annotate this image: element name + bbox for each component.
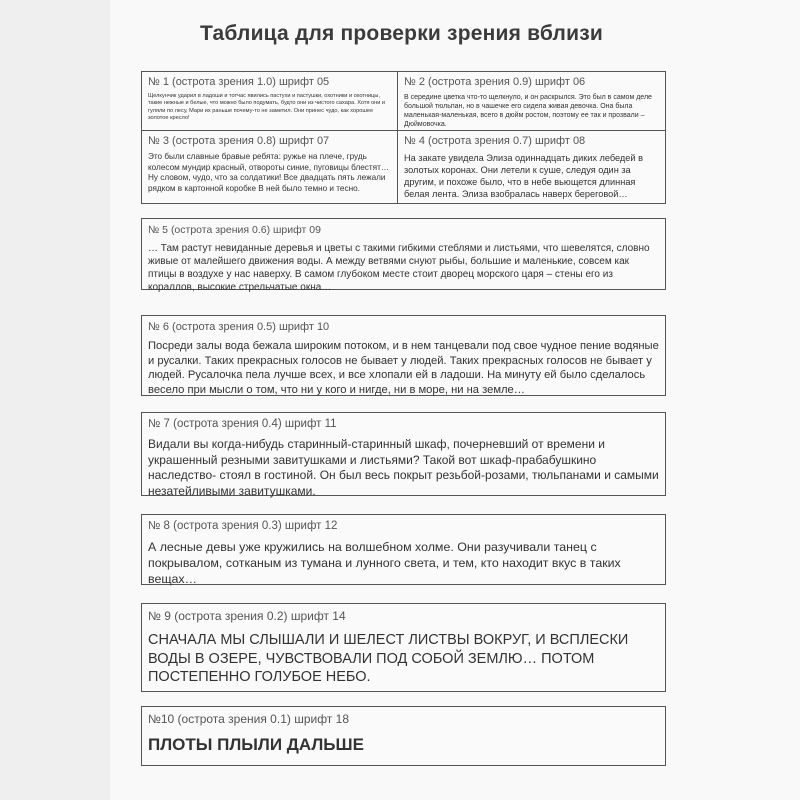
acuity-grid-1-4 bbox=[141, 71, 666, 204]
acuity-cell-header: № 4 (острота зрения 0.7) шрифт 08 bbox=[404, 135, 586, 147]
acuity-cell-text: На закате увидела Элиза одиннадцать диких лебедей в золотых коронах. Они летели к суше, следуя один за другим, и похоже было, что в небе вьющется длинная белая лента. Элиза взобралась наверх береговой… bbox=[404, 153, 643, 199]
acuity-block-text: СНАЧАЛА МЫ СЛЫШАЛИ И ШЕЛЕСТ ЛИСТВЫ ВОКРУГ, И ВСПЛЕСКИ ВОДЫ В ОЗЕРЕ, ЧУВСТВОВАЛИ ПОД СОБОЙ ЗЕМЛЮ… ПОТОМ ПОСТЕПЕННО ГОЛУБОЕ НЕБО. bbox=[148, 632, 629, 685]
acuity-block-8 bbox=[141, 514, 666, 585]
acuity-block-7 bbox=[141, 412, 666, 496]
acuity-block-text: А лесные девы уже кружились на волшебном холме. Они разучивали танец с покрывалом, сотканым из тумана и лунного света, и тем, кто находит вкус в таких вещах… bbox=[148, 540, 621, 586]
acuity-block-text: … Там растут невиданные деревья и цветы с такими гибкими стеблями и листьями, что шевелятся, словно живые от малейшего движения воды. А между ветвями снуют рыбы, большие и маленькие, совсем как птицы в воздухе у нас наверху. В самом глубоком месте стоит дворец морского царя – стены его из кораллов, высокие стрельчатые окна… bbox=[148, 243, 650, 293]
acuity-cell-text: Это были славные бравые ребята: ружье на плече, грудь колесом мундир красный, отвороты синие, пуговицы блестят… Ну словом, чудо, что за солдатики! Все двадцать пять лежали рядком в картонной коробке В ней было темно и тесно. bbox=[148, 152, 390, 193]
acuity-cell-2 bbox=[398, 72, 666, 130]
acuity-block-text: Видали вы когда-нибудь старинный-старинный шкаф, почерневший от времени и украшенный резными завитушками и листьями? Такой вот шкаф-прабабушкино наследство- стоял в гостиной. Он был весь покрыт резьбой-розами, тюльпанами и самыми незатейливыми завитушками. bbox=[148, 437, 659, 498]
acuity-block-header: № 9 (острота зрения 0.2) шрифт 14 bbox=[148, 609, 346, 623]
acuity-block-9 bbox=[141, 603, 666, 692]
acuity-block-header: № 5 (острота зрения 0.6) шрифт 09 bbox=[148, 224, 321, 236]
acuity-block-header: № 8 (острота зрения 0.3) шрифт 12 bbox=[148, 520, 338, 532]
acuity-block-6 bbox=[141, 315, 666, 396]
acuity-cell-text: Щелкунчик ударил в ладоши и тотчас явились пастухи и пастушки, охотники и охотницы, такие нежные и белые, что можно было подумать, будто они из чистого сахара. Хотя они и гуляли по лесу, Мари их раньше почему-то не заметил. Они принес чудо, как хорошее золотое кресло! bbox=[148, 93, 386, 122]
page-title: Таблица для проверки зрения вблизи bbox=[200, 22, 603, 45]
acuity-cell-header: № 1 (острота зрения 1.0) шрифт 05 bbox=[148, 76, 330, 88]
acuity-cell-4 bbox=[398, 131, 666, 204]
acuity-block-text: ПЛОТЫ ПЛЫЛИ ДАЛЬШЕ bbox=[148, 735, 364, 754]
acuity-block-text: Посреди залы вода бежала широким потоком, и в нем танцевали под свое чудное пение водяные и русалки. Таких прекрасных голосов не бывает у людей. Таких прекрасных голосов не бывает у людей. Русалочка пела лучше всех, и все хлопали ей в ладоши. На минуту ей было сделалось весело при мысли о том, что ни у кого и нигде, ни в море, ни на земле… bbox=[148, 340, 659, 396]
acuity-block-header: № 6 (острота зрения 0.5) шрифт 10 bbox=[148, 321, 330, 333]
acuity-cell-1 bbox=[142, 72, 397, 130]
acuity-cell-header: № 3 (острота зрения 0.8) шрифт 07 bbox=[148, 135, 330, 147]
acuity-block-10 bbox=[141, 706, 666, 766]
acuity-cell-header: № 2 (острота зрения 0.9) шрифт 06 bbox=[404, 76, 586, 88]
acuity-block-header: № 7 (острота зрения 0.4) шрифт 11 bbox=[148, 418, 337, 430]
acuity-cell-3 bbox=[142, 131, 397, 204]
acuity-block-header: №10 (острота зрения 0.1) шрифт 18 bbox=[148, 712, 349, 726]
acuity-block-5 bbox=[141, 218, 666, 293]
acuity-cell-text: В середине цветка что-то щелкнуло, и он раскрылся. Это был в самом деле большой тюльпан, но в чашечке его сидела живая девочка. Она была маленькая-маленькая, всего в дюйм ростом, поэтому ее так и прозвали – Дюймовочка. bbox=[404, 94, 652, 128]
